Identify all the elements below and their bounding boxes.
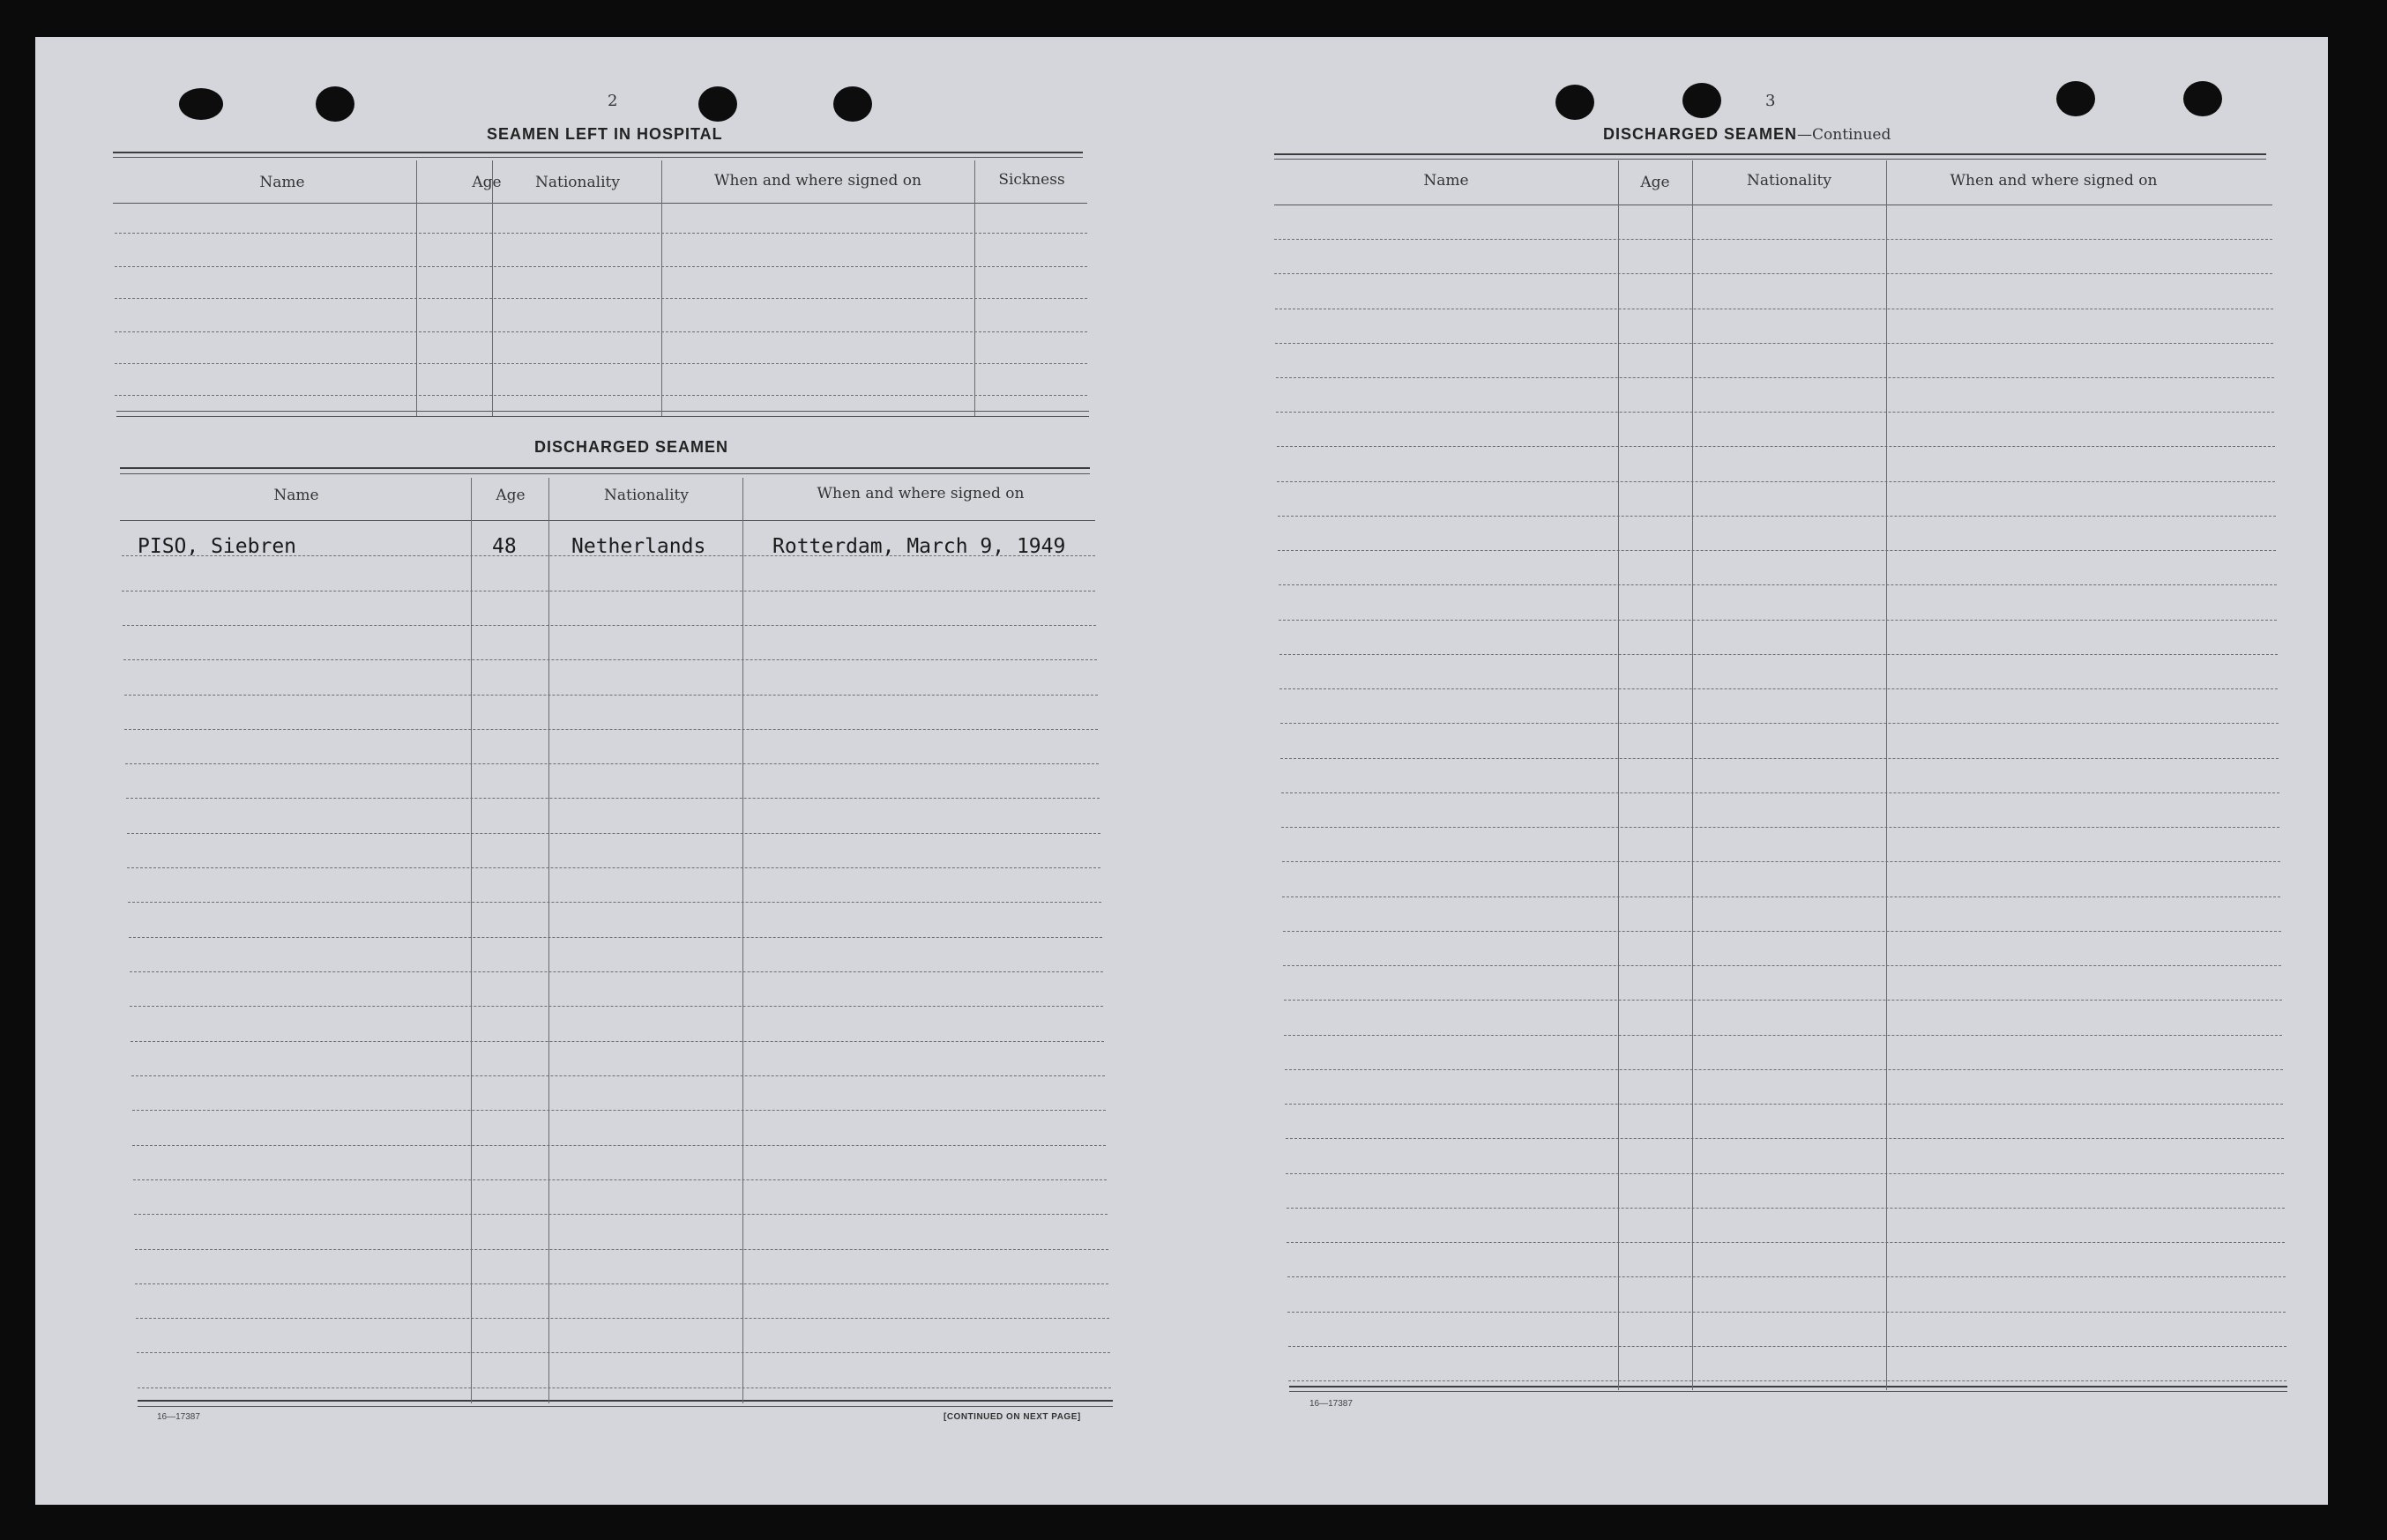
punch-hole — [2183, 81, 2222, 116]
right-col-age: Age — [1640, 174, 1670, 191]
hospital-col-age: Age — [472, 174, 502, 191]
form-code-right: 16—17387 — [1309, 1399, 1353, 1409]
hospital-col-nationality: Nationality — [535, 174, 620, 191]
discharged-section-title: DISCHARGED SEAMEN — [534, 438, 729, 456]
discharged-row-age: 48 — [492, 535, 517, 558]
punch-hole — [833, 86, 872, 122]
discharged-col-age: Age — [496, 487, 526, 504]
hospital-col-name: Name — [259, 174, 305, 191]
discharged-col-signed-on: When and where signed on — [817, 485, 1025, 502]
hospital-section-title: SEAMEN LEFT IN HOSPITAL — [487, 125, 723, 143]
punch-hole — [1682, 83, 1721, 118]
hospital-col-signed-on: When and where signed on — [714, 172, 921, 190]
form-code-left: 16—17387 — [157, 1412, 200, 1422]
right-section-title-suffix: —Continued — [1797, 126, 1891, 144]
punch-hole — [2056, 81, 2095, 116]
right-col-name: Name — [1423, 172, 1469, 190]
discharged-col-nationality: Nationality — [604, 487, 689, 504]
punch-hole — [179, 88, 223, 120]
continued-note: [CONTINUED ON NEXT PAGE] — [944, 1412, 1081, 1422]
discharged-row-signed-on: Rotterdam, March 9, 1949 — [772, 535, 1066, 558]
discharged-row-nationality: Netherlands — [571, 535, 706, 558]
punch-hole — [1555, 85, 1594, 120]
discharged-row-name: PISO, Siebren — [138, 535, 297, 558]
right-section-title-text: DISCHARGED SEAMEN — [1603, 125, 1798, 143]
page-number-left: 2 — [608, 92, 618, 110]
right-col-signed-on: When and where signed on — [1950, 172, 2158, 190]
punch-hole — [316, 86, 354, 122]
form-sheet — [35, 37, 2328, 1505]
punch-hole — [698, 86, 737, 122]
page-number-right: 3 — [1765, 92, 1776, 110]
right-col-nationality: Nationality — [1747, 172, 1831, 190]
right-section-title — [1603, 125, 1891, 144]
discharged-col-name: Name — [273, 487, 319, 504]
hospital-col-sickness: Sickness — [998, 171, 1065, 189]
